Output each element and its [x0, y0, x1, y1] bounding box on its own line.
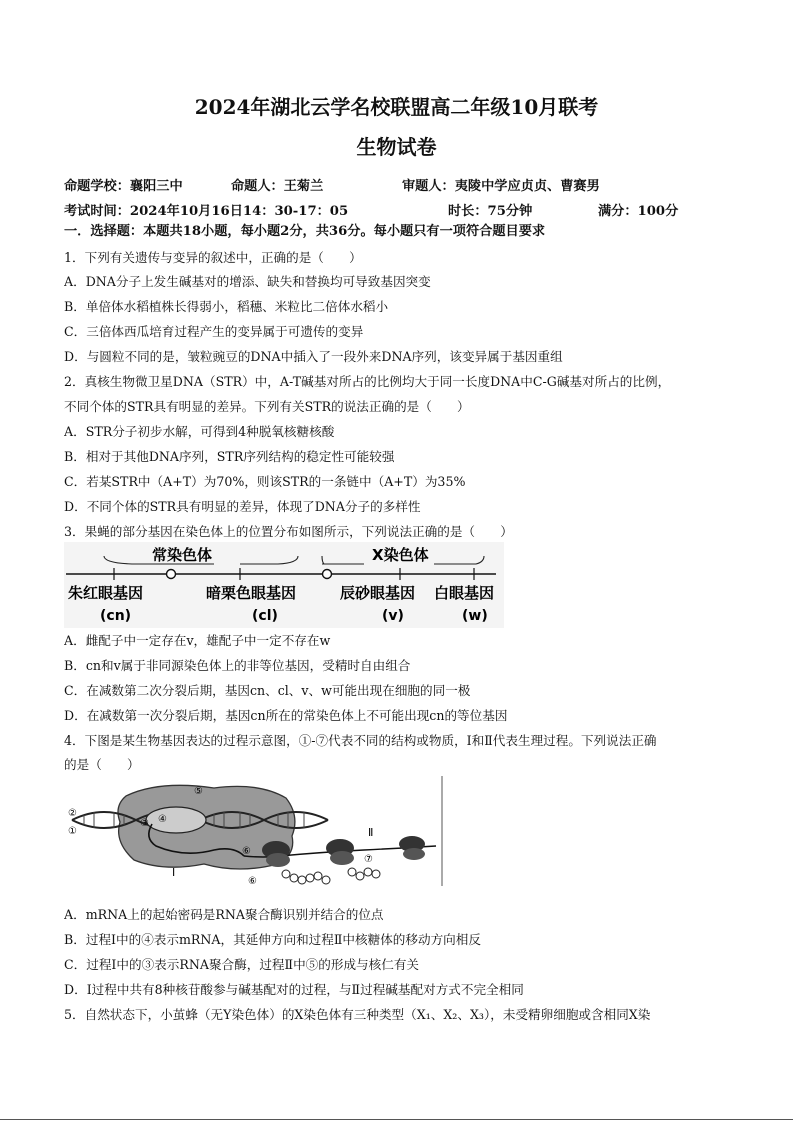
peptide-chain-2 — [348, 868, 380, 880]
q4-option-c: C．过程Ⅰ中的③表示RNA聚合酶，过程Ⅱ中⑤的形成与核仁有关 — [64, 957, 420, 972]
label-4: ④ — [158, 814, 167, 825]
peptide-chain-1 — [282, 870, 330, 884]
q2-option-d: D．不同个体的STR具有明显的差异，体现了DNA分子的多样性 — [64, 499, 421, 514]
label-5: ⑤ — [194, 786, 203, 797]
q3-stem: 3．果蝇的部分基因在染色体上的位置分布如图所示，下列说法正确的是（ ） — [64, 524, 513, 539]
process-1-label: Ⅰ — [172, 866, 176, 879]
q2-option-a: A．STR分子初步水解，可得到4种脱氧核糖核酸 — [64, 424, 335, 439]
gene-cl-symbol: (cl) — [252, 608, 278, 624]
meta-author: 命题人：王菊兰 — [231, 179, 324, 194]
ribosome-2 — [326, 839, 354, 865]
rna-polymerase — [146, 807, 206, 833]
gene-w-symbol: (w) — [462, 608, 488, 624]
page-bottom-rule — [0, 1119, 793, 1120]
process-2-label: Ⅱ — [368, 826, 374, 839]
q1-option-a: A．DNA分子上发生碱基对的增添、缺失和替换均可导致基因突变 — [64, 274, 431, 289]
autosome-label: 常染色体 — [152, 546, 213, 564]
q4-stem-line1: 4．下图是某生物基因表达的过程示意图，①-⑦代表不同的结构或物质，Ⅰ和Ⅱ代表生理过程。下列说法正确 — [64, 733, 657, 748]
label-1: ① — [68, 826, 77, 837]
gene-cl-label: 暗栗色眼基因 — [206, 584, 297, 602]
meta-school: 命题学校：襄阳三中 — [64, 179, 183, 194]
exam-title: 2024年湖北云学名校联盟高二年级10月联考 — [194, 95, 599, 119]
q2-stem-line2: 不同个体的STR具有明显的差异。下列有关STR的说法正确的是（ ） — [64, 399, 470, 414]
label-6: ⑥ — [242, 846, 251, 857]
q4-option-d: D．Ⅰ过程中共有8种核苷酸参与碱基配对的过程，与Ⅱ过程碱基配对方式不完全相同 — [64, 982, 524, 997]
q1-option-b: B．单倍体水稻植株长得弱小，稻穗、米粒比二倍体水稻小 — [64, 299, 389, 314]
q3-option-b: B．cn和v属于非同源染色体上的非等位基因，受精时自由组合 — [64, 658, 411, 673]
q3-option-d: D．在减数第一次分裂后期，基因cn所在的常染色体上不可能出现cn的等位基因 — [64, 708, 508, 723]
q4-option-a: A．mRNA上的起始密码是RNA聚合酶识别并结合的位点 — [64, 907, 384, 922]
section-heading: 一．选择题：本题共18小题，每小题2分，共36分。每小题只有一项符合题目要求 — [64, 224, 546, 239]
gene-cn-label: 朱红眼基因 — [68, 584, 144, 602]
q4-option-b: B．过程Ⅰ中的④表示mRNA，其延伸方向和过程Ⅱ中核糖体的移动方向相反 — [64, 932, 481, 947]
exam-subtitle: 生物试卷 — [356, 135, 437, 159]
meta-reviewers: 审题人：夷陵中学应贞贞、曹赛男 — [402, 179, 600, 194]
x-centromere — [323, 570, 332, 579]
q2-stem-line1: 2．真核生物微卫星DNA（STR）中，A-T碱基对所占的比例均大于同一长度DNA中C-G碱基对所占的比例， — [64, 374, 671, 389]
label-7: ⑦ — [364, 854, 373, 865]
q1-stem: 1．下列有关遗传与变异的叙述中，正确的是（ ） — [64, 250, 362, 265]
q1-option-d: D．与圆粒不同的是，皱粒豌豆的DNA中插入了一段外来DNA序列，该变异属于基因重组 — [64, 349, 563, 364]
q1-option-c: C．三倍体西瓜培育过程产生的变异属于可遗传的变异 — [64, 324, 364, 339]
meta-time: 考试时间：2024年10月16日14：30-17：05 — [64, 204, 349, 219]
gene-v-symbol: (v) — [382, 608, 404, 624]
gene-v-label: 辰砂眼基因 — [340, 584, 416, 602]
meta-score: 满分：100分 — [598, 204, 679, 219]
q3-option-c: C．在减数第二次分裂后期，基因cn、cl、v、w可能出现在细胞的同一极 — [64, 683, 471, 698]
q4-stem-line2: 的是（ ） — [64, 757, 140, 772]
q2-option-b: B．相对于其他DNA序列，STR序列结构的稳定性可能较强 — [64, 449, 395, 464]
q3-option-a: A．雌配子中一定存在v，雄配子中一定不存在w — [64, 633, 331, 648]
ribosome-3 — [399, 836, 425, 860]
label-2: ② — [68, 808, 77, 819]
autosome-centromere — [167, 570, 176, 579]
label-6b: ⑥ — [248, 876, 257, 887]
label-3: ③ — [140, 818, 149, 829]
q5-stem: 5．自然状态下，小茧蜂（无Y染色体）的X染色体有三种类型（X₁、X₂、X₃），未受精卵细胞或含相同X染 — [64, 1007, 651, 1022]
x-chromosome-label: X染色体 — [372, 546, 429, 564]
chromosome-figure — [64, 542, 504, 628]
gene-w-label: 白眼基因 — [434, 584, 495, 602]
gene-cn-symbol: (cn) — [100, 608, 132, 624]
meta-duration: 时长：75分钟 — [448, 204, 533, 219]
gene-expression-figure — [64, 776, 448, 896]
q2-option-c: C．若某STR中（A+T）为70%，则该STR的一条链中（A+T）为35% — [64, 474, 466, 489]
